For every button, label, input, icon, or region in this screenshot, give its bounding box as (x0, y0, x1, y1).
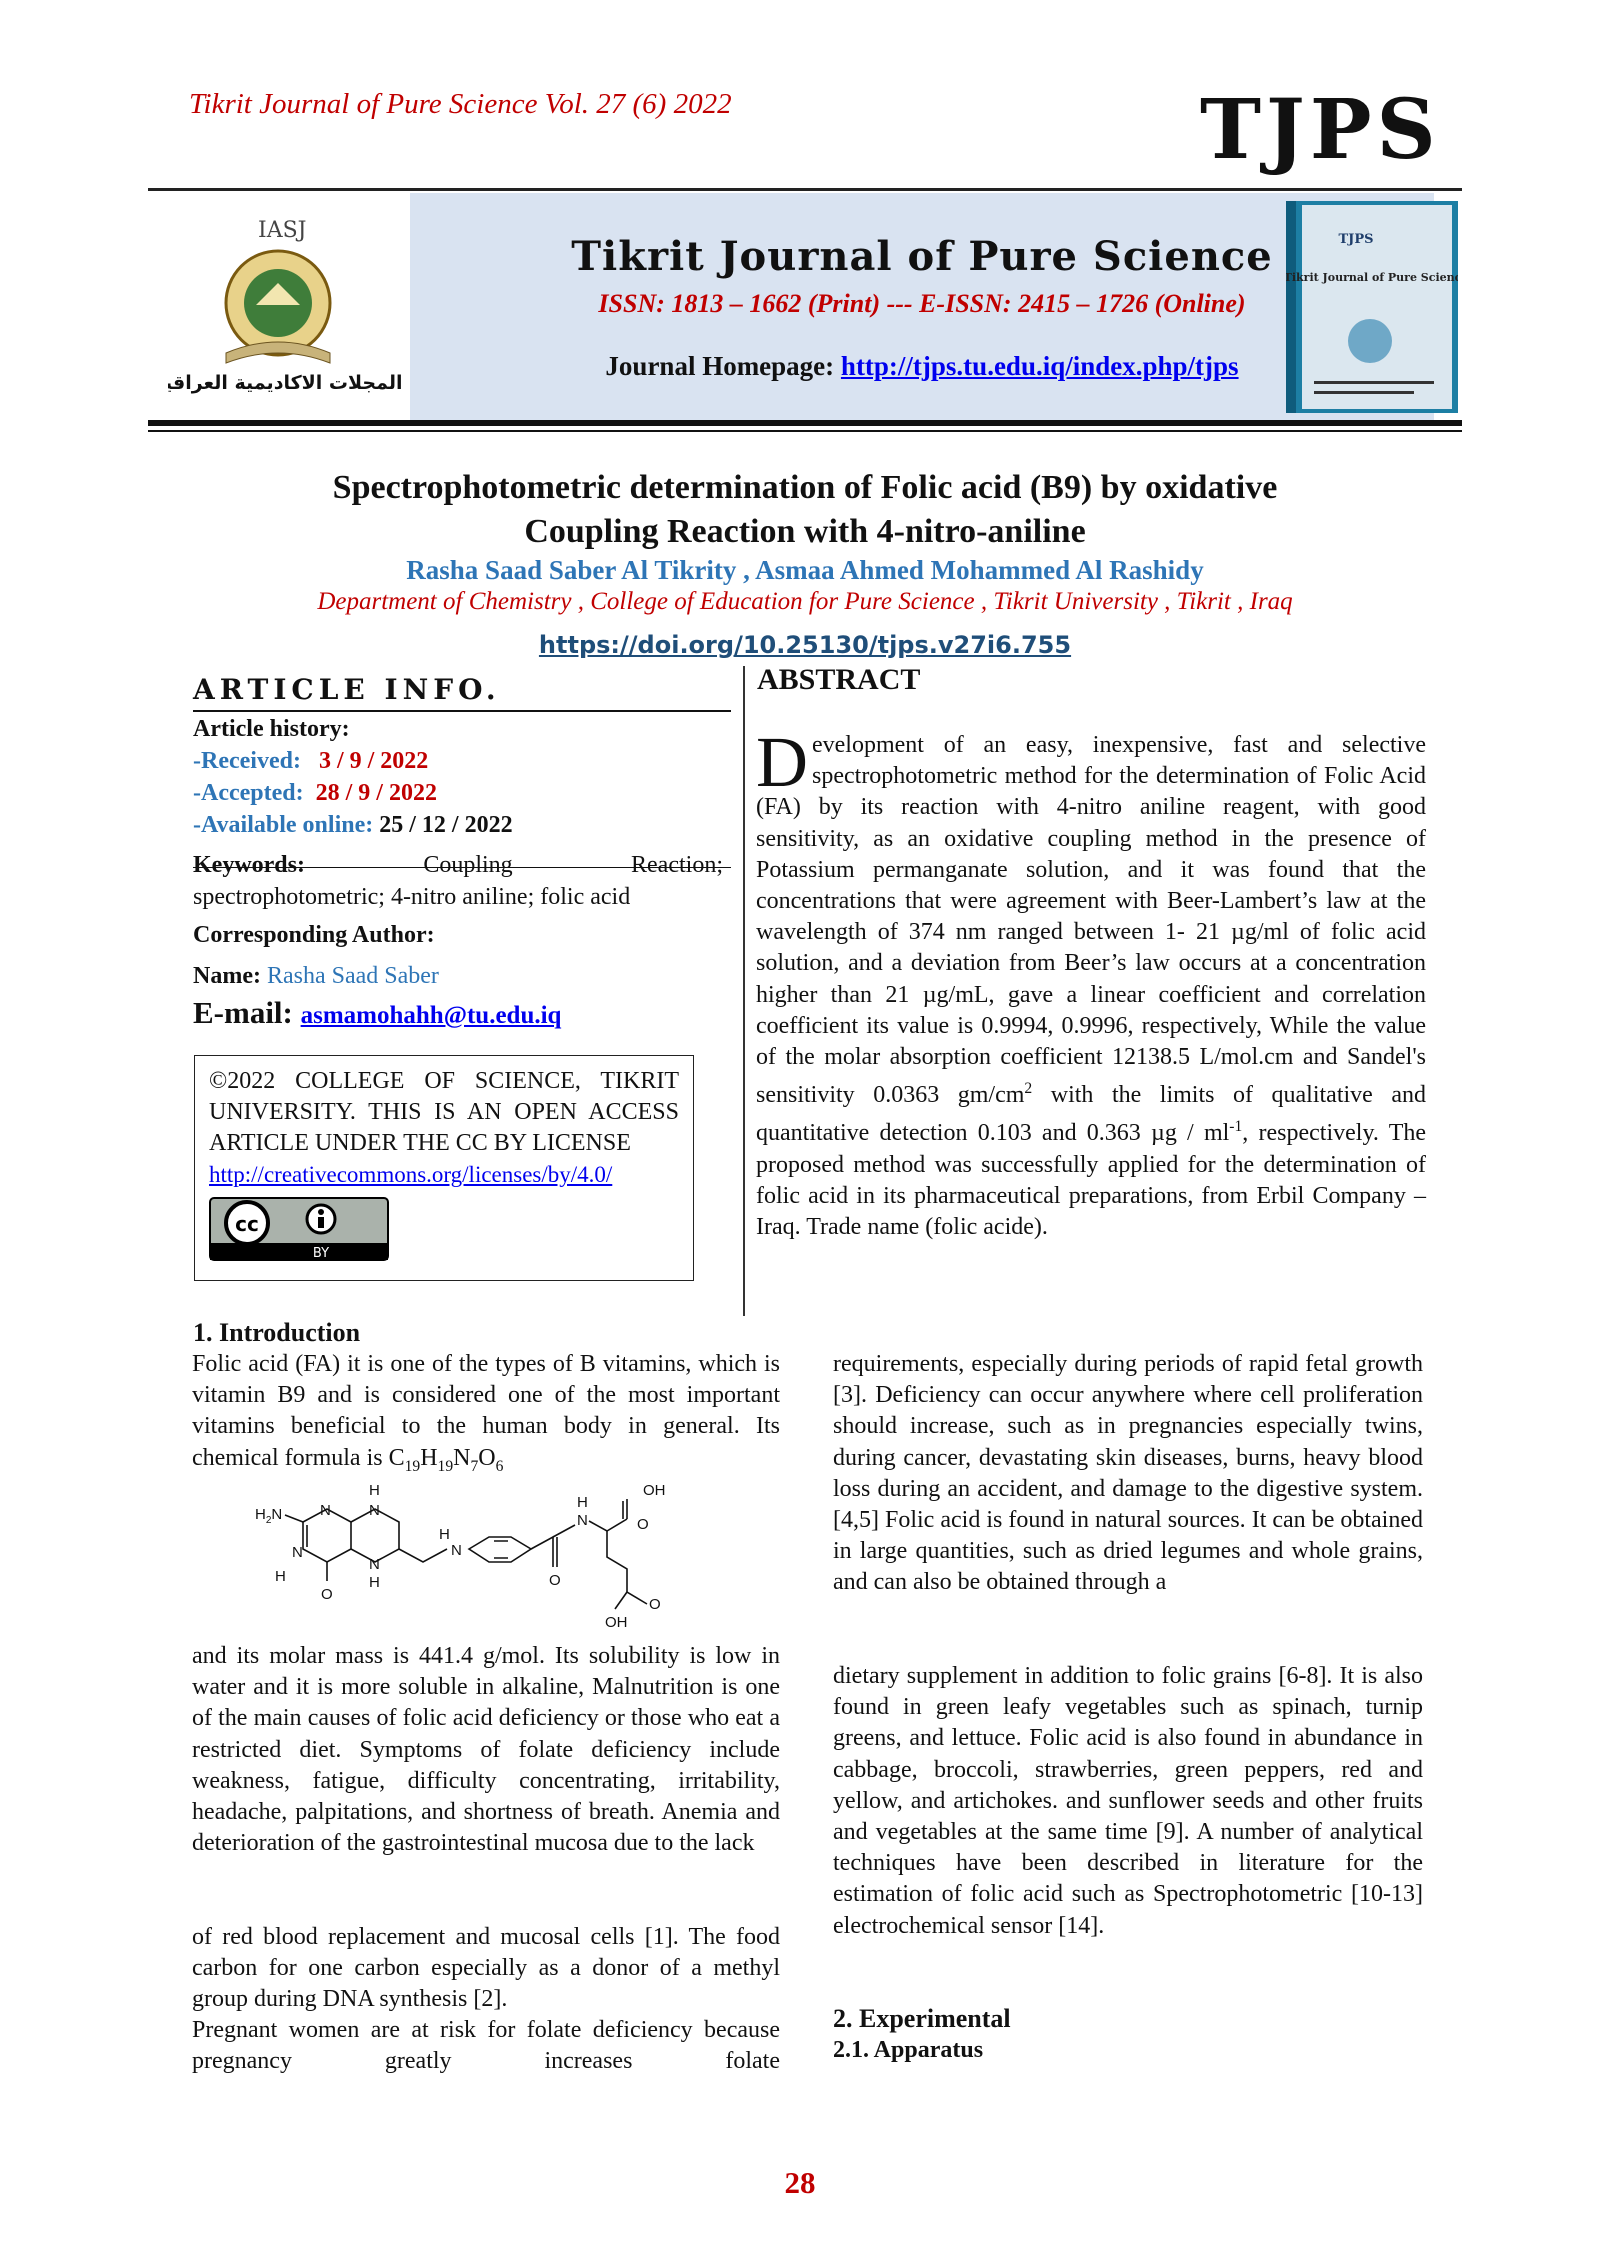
keywords-part-a: Coupling (423, 852, 513, 878)
label-h2n: $H_2N$ (255, 1506, 283, 1526)
abstract-body (756, 722, 1427, 1243)
abstract-dropcap: D (756, 722, 808, 802)
available-label: -Available online: (193, 812, 374, 838)
formula-o: O (478, 1444, 496, 1471)
journal-volume-line: Tikrit Journal of Pure Science Vol. 27 (6) 2022 (189, 88, 732, 120)
banner-rule-thin (148, 430, 1462, 432)
label-nh-link: N (451, 1542, 462, 1559)
abstract-sup-2: -1 (1229, 1118, 1243, 1136)
iasj-arabic-name: المجلات الاكاديمية العراقية (168, 372, 403, 394)
license-text: ©2022 COLLEGE OF SCIENCE, TIKRIT UNIVERSITY. THIS IS AN OPEN ACCESS ARTICLE UNDER THE CC BY LICENSE (209, 1068, 679, 1156)
label-h4: H (369, 1574, 380, 1591)
folic-acid-structure-image (255, 1477, 695, 1632)
cover-title: Tikrit Journal of Pure Science (1286, 271, 1458, 284)
journal-banner (148, 193, 1462, 421)
formula-h-count: 19 (437, 1457, 454, 1475)
formula-h: H (420, 1444, 438, 1471)
label-o-bottom: O (321, 1586, 333, 1603)
label-oh-top: OH (643, 1482, 666, 1499)
keywords-part-c: spectrophotometric; 4-nitro aniline; folic acid (193, 884, 631, 910)
label-h-amide: H (577, 1494, 588, 1511)
journal-brand-logo: TJPS (1200, 82, 1441, 178)
label-o-carbonyl: O (549, 1572, 561, 1589)
accepted-date: 28 / 9 / 2022 (315, 780, 437, 806)
history-label: Article history: (193, 716, 350, 742)
intro-p1-text: Folic acid (FA) it is one of the types of B vitamins, which is vitamin B9 and is considered one of the most important vitamins beneficial to the human body in general. Its chemical formula is C (192, 1351, 780, 1471)
formula-c-count: 19 (404, 1457, 421, 1475)
email-label: E-mail: (193, 995, 301, 1030)
article-history (193, 713, 733, 841)
intro-paragraph-1 (192, 1349, 780, 1482)
corresponding-name (193, 960, 723, 992)
author-name: Rasha Saad Saber (266, 963, 439, 989)
doi-link[interactable]: https://doi.org/10.25130/tjps.v27i6.755 (538, 631, 1072, 659)
svg-text:cc: cc (235, 1212, 259, 1236)
intro-paragraph-2: and its molar mass is 441.4 g/mol. Its solubility is low in water and it is more soluble in alkaline, Malnutrition is one of the main causes of folic acid deficiency or those who eat a restricted diet. Symptoms of folate deficiency include weakness, fatigue, difficulty concentrating, irritability, headache, palpitations, and shortness of breath. Anemia and deterioration of the gastrointestinal mucosa due to the lack (192, 1643, 780, 1857)
page-number: 28 (784, 2165, 816, 2200)
introduction-heading: 1. Introduction (193, 1318, 361, 1347)
name-label: Name: (193, 963, 267, 989)
label-n3: N (369, 1502, 380, 1519)
journal-homepage (410, 351, 1434, 382)
label-h-link: H (439, 1526, 450, 1543)
keywords-part-b: Reaction; (631, 852, 723, 878)
license-box (194, 1055, 694, 1281)
label-n4: N (369, 1556, 380, 1573)
keywords-label: Keywords: (193, 852, 305, 878)
apparatus-heading: 2.1. Apparatus (833, 2037, 984, 2063)
cc-by-badge[interactable] (209, 1197, 679, 1270)
abstract-text-3: , respectively. The proposed method was successfully applied for the determination of folic acid in its pharmaceutical preparations, from Erbil Company – Iraq. Trade name (folic acide). (756, 1120, 1427, 1241)
paper-title-line1: Spectrophotometric determination of Folic acid (B9) by oxidative (332, 469, 1278, 506)
cc-badge-label: BY (312, 1246, 330, 1261)
label-n2: N (292, 1544, 303, 1561)
intro-paragraph-4: Pregnant women are at risk for folate deficiency because pregnancy greatly increases folate (192, 2017, 780, 2075)
intro-right-paragraph-1: requirements, especially during periods of rapid fetal growth [3]. Deficiency can occur anywhere where cell proliferation should increase, such as in pregnancies especially twins, during cancer, devastating skin diseases, burns, heavy blood loss during an accident, and damage to the digestive system. [4,5] Folic acid is found in natural sources. It can be obtained in large quantities, such as dried legumes and whole grains, and can also be obtained through a (833, 1351, 1423, 1596)
experimental-heading: 2. Experimental (833, 2004, 1011, 2033)
formula-o-count: 6 (495, 1457, 504, 1475)
accepted-label: -Accepted: (193, 780, 304, 806)
formula-n-count: 7 (470, 1457, 479, 1475)
abstract-heading: ABSTRACT (757, 663, 921, 696)
article-info-rule (193, 710, 731, 712)
iasj-logo (168, 213, 408, 403)
label-n1: N (320, 1502, 331, 1519)
corresponding-email (193, 995, 723, 1031)
header-rule (148, 188, 1462, 191)
homepage-label: Journal Homepage: (605, 351, 841, 381)
journal-cover-thumbnail (1286, 201, 1458, 413)
banner-rule-thick (148, 420, 1462, 426)
iasj-logo-label: IASJ (258, 218, 307, 243)
keywords-block (193, 849, 723, 913)
intro-paragraph-3: of red blood replacement and mucosal cells [1]. The food carbon for one carbon especially as a donor of a methyl group during DNA synthesis [2]. (192, 1924, 780, 2013)
email-link[interactable]: asmamohahh@tu.edu.iq (300, 1002, 562, 1029)
formula-n: N (453, 1444, 471, 1471)
paper-title-line2: Coupling Reaction with 4-nitro-aniline (524, 513, 1086, 550)
label-o-acid: O (649, 1596, 661, 1613)
paper-authors: Rasha Saad Saber Al Tikrity , Asmaa Ahmed Mohammed Al Rashidy (406, 555, 1204, 585)
paper-affiliation: Department of Chemistry , College of Education for Pure Science , Tikrit University , Tikrit , Iraq (317, 588, 1293, 615)
journal-title: Tikrit Journal of Pure Science (571, 233, 1273, 280)
label-nh-amide: N (577, 1512, 588, 1529)
article-info-heading: ARTICLE INFO. (193, 673, 501, 706)
abstract-sup-1: 2 (1024, 1080, 1033, 1098)
received-label: -Received: (193, 748, 301, 774)
abstract-text-1: evelopment of an easy, inexpensive, fast and selective spectrophotometric method for the determination of Folic Acid (FA) by its reaction with 4-nitro aniline reagent, with good sensitivity, as an oxidative coupling method in the presence of Potassium permanganate solution, and it was found that the concentrations that were agreement with Beer-Lambert’s law at the wavelength of 374 nm ranged between 1- 21 µg/ml of folic acid solution, and a deviation from Beer’s law occurs at a concentration higher than 21 µg/mL, gave a linear coefficient and correlation coefficient its value is 0.9994, 0.9996, respectively, While the value of the molar absorption coefficient 12138.5 L/mol.cm and Sandel's sensitivity 0.0363 gm/cm (756, 732, 1426, 1109)
label-h3: H (369, 1482, 380, 1499)
label-o-top: O (637, 1516, 649, 1533)
received-date: 3 / 9 / 2022 (318, 748, 429, 774)
available-date: 25 / 12 / 2022 (379, 812, 513, 838)
homepage-link[interactable]: http://tjps.tu.edu.iq/index.php/tjps (840, 351, 1239, 381)
label-h1: H (275, 1568, 286, 1585)
paper-title (200, 466, 1410, 554)
corresponding-label: Corresponding Author: (193, 922, 435, 948)
column-divider (743, 666, 745, 1316)
issn-line: ISSN: 1813 – 1662 (Print) --- E-ISSN: 2415 – 1726 (Online) (598, 289, 1246, 318)
cover-brand: TJPS (1338, 232, 1374, 247)
license-link[interactable]: http://creativecommons.org/licenses/by/4.0/ (209, 1162, 613, 1187)
abstract-text-2: with the limits of qualitative and quantitative detection 0.103 and 0.363 µg / ml (756, 1082, 1427, 1147)
label-oh-bottom: OH (605, 1614, 628, 1631)
intro-right-paragraph-2: dietary supplement in addition to folic grains [6-8]. It is also found in green leafy vegetables such as spinach, turnip greens, and lettuce. Folic acid is also found in abundance in cabbage, broccoli, strawberries, green peppers, red and yellow, and artichokes. and sunflower seeds and other fruits and vegetables at the same time [9]. A number of analytical techniques have been described in literature for the estimation of folic acid such as Spectrophotometric [10-13] electrochemical sensor [14]. (833, 1663, 1423, 1939)
